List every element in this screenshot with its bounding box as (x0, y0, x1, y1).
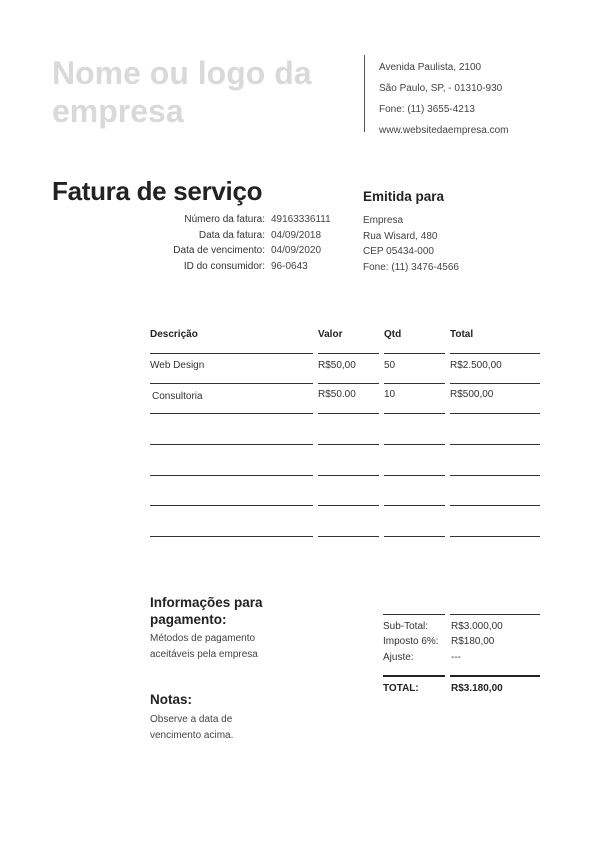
col-header-qty: Qtd (384, 329, 402, 340)
adjustment-label: Ajuste: (383, 652, 414, 663)
tax-value: R$180,00 (451, 636, 495, 647)
header-divider (364, 55, 365, 132)
notes-title: Notas: (150, 692, 193, 707)
customer-id: 96-0643 (271, 260, 308, 272)
bill-to-street: Rua Wisard, 480 (363, 230, 438, 242)
row-line (318, 383, 379, 384)
row-line (384, 505, 445, 506)
row-line (318, 353, 379, 354)
row-line (450, 353, 540, 354)
subtotal-label: Sub-Total: (383, 621, 429, 632)
row1-description: Web Design (150, 360, 205, 371)
due-date-label: Data de vencimento: (173, 245, 265, 256)
bill-to-address (363, 213, 459, 275)
bill-to-phone: Fone: (11) 3476-4566 (363, 261, 459, 273)
row-line (450, 383, 540, 384)
row-line (318, 444, 379, 445)
row-line (318, 475, 379, 476)
row-line (150, 413, 313, 414)
col-header-total: Total (450, 329, 474, 340)
row2-price: R$50.00 (318, 389, 356, 400)
row-line (450, 413, 540, 414)
col-header-price: Valor (318, 329, 343, 340)
row-line (384, 536, 445, 537)
row1-total: R$2.500,00 (450, 360, 502, 371)
bill-to-title: Emitida para (363, 189, 445, 204)
row-line (150, 536, 313, 537)
row-line (318, 413, 379, 414)
payment-info-title: Informações para pagamento: (150, 595, 263, 627)
row2-qty: 10 (384, 389, 396, 400)
invoice-number: 49163336111 (271, 214, 331, 225)
company-address (379, 57, 509, 141)
row-line (450, 505, 540, 506)
invoice-title: Fatura de serviço (52, 176, 263, 206)
invoice-meta-values (271, 212, 331, 274)
company-phone: Fone: (11) 3655-4213 (379, 104, 475, 115)
bill-to-company: Empresa (363, 215, 404, 226)
row-line (318, 536, 379, 537)
row-line (150, 353, 313, 354)
adjustment-value: --- (451, 652, 461, 663)
row-line (150, 505, 313, 506)
totals-top-line (383, 614, 445, 615)
row-line (450, 536, 540, 537)
row-line (384, 383, 445, 384)
company-street: Avenida Paulista, 2100 (379, 62, 482, 73)
company-logo-placeholder: Nome ou logo da empresa (52, 55, 312, 129)
total-label: TOTAL: (383, 683, 419, 694)
row-line (384, 353, 445, 354)
tax-label: Imposto 6%: (383, 636, 439, 647)
total-line (383, 675, 445, 677)
row2-description: Consultoria (152, 391, 203, 402)
row2-total: R$500,00 (450, 389, 494, 400)
row1-qty: 50 (384, 360, 396, 371)
row-line (384, 413, 445, 414)
bill-to-zip: CEP 05434-000 (363, 246, 434, 257)
row-line (318, 505, 379, 506)
notes-text: Observe a data de vencimento acima. (150, 714, 234, 741)
total-value: R$3.180,00 (451, 683, 503, 694)
customer-id-label: ID do consumidor: (183, 260, 265, 272)
company-website: www.websitedaempresa.com (379, 125, 509, 136)
row-line (450, 444, 540, 445)
row-line (450, 475, 540, 476)
due-date: 04/09/2020 (271, 245, 322, 256)
company-city: São Paulo, SP, - 01310-930 (379, 83, 503, 94)
payment-info-text: Métodos de pagamento aceitáveis pela empresa (150, 633, 258, 660)
row-line (150, 475, 313, 476)
total-line (450, 675, 540, 677)
invoice-meta-labels (140, 212, 265, 274)
row-line (384, 475, 445, 476)
col-header-description: Descrição (150, 329, 198, 340)
totals-top-line (450, 614, 540, 615)
row-line (150, 383, 313, 384)
row1-price: R$50,00 (318, 360, 356, 371)
invoice-date: 04/09/2018 (271, 229, 322, 241)
invoice-date-label: Data da fatura: (198, 229, 265, 241)
row-line (150, 444, 313, 445)
subtotal-value: R$3.000,00 (451, 621, 503, 632)
invoice-number-label: Número da fatura: (184, 214, 265, 225)
row-line (384, 444, 445, 445)
